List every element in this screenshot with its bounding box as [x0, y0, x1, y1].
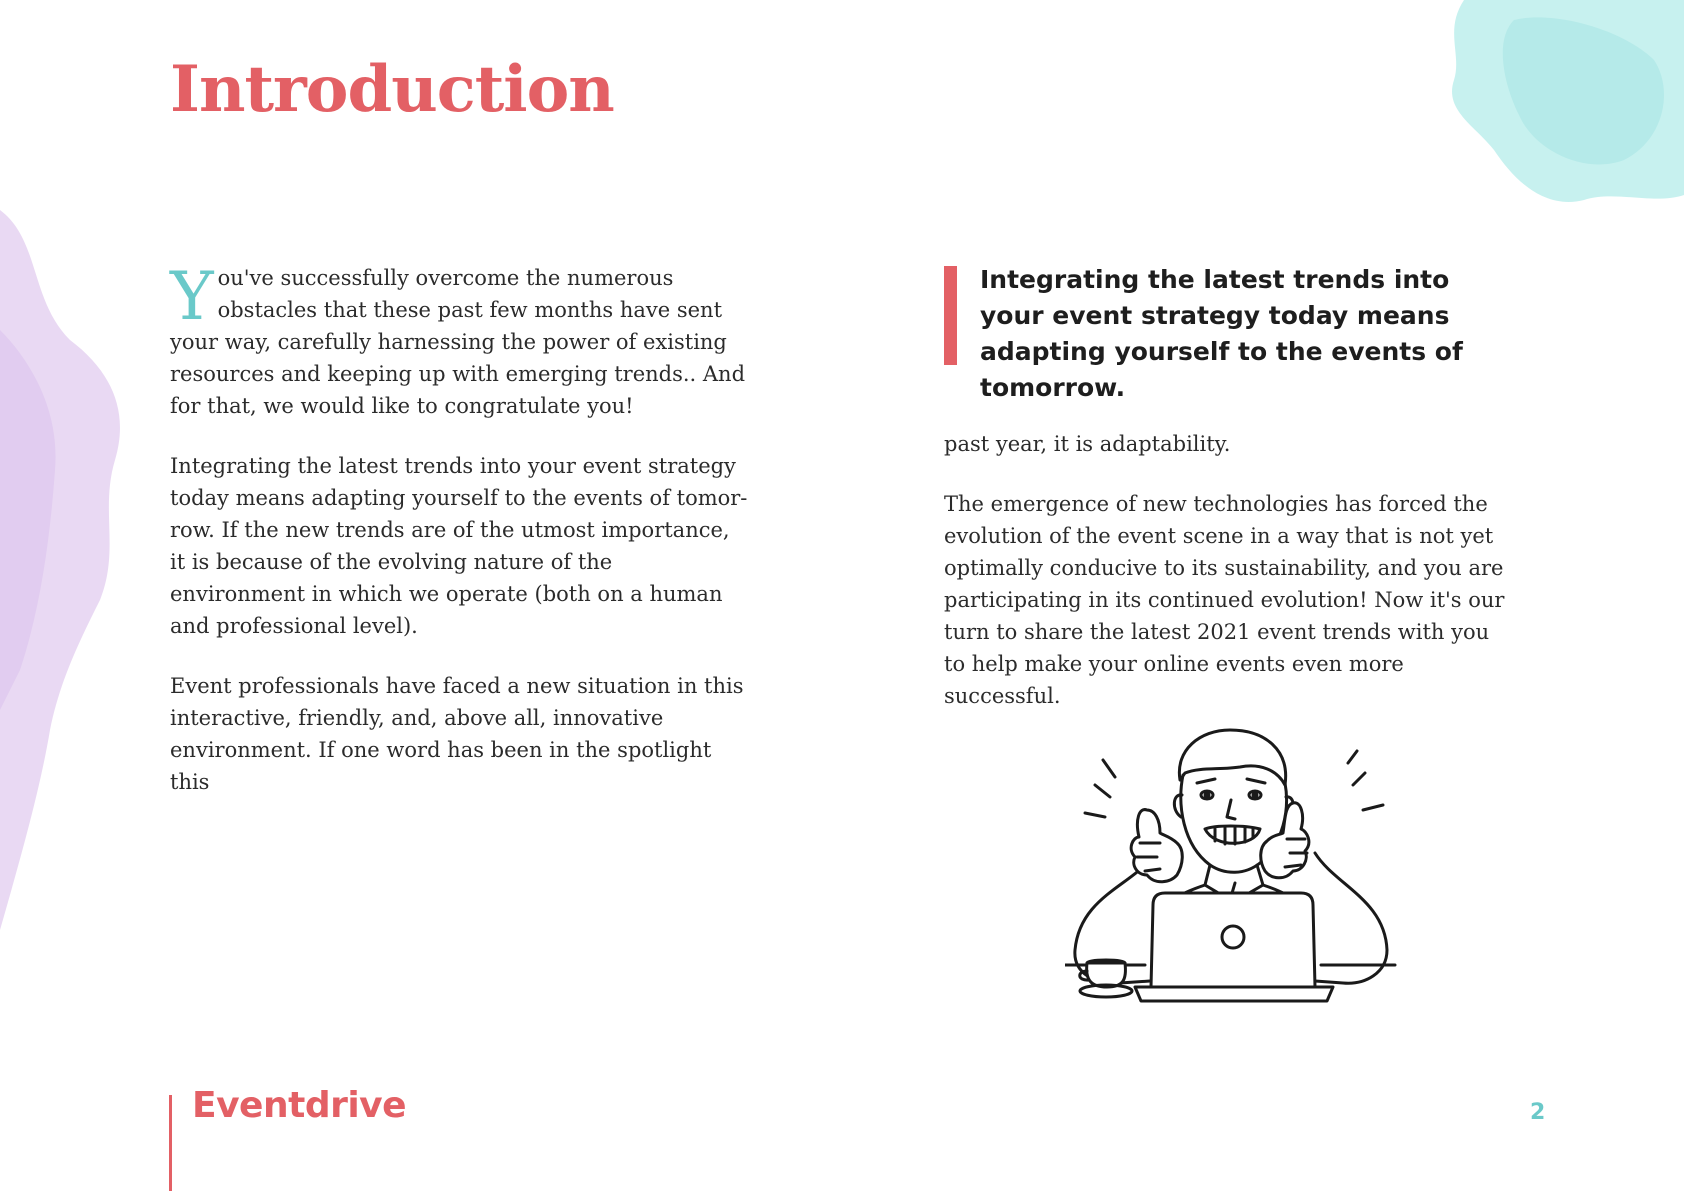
teal-watercolor-blob	[1424, 0, 1684, 210]
continued-paragraph: past year, it is adaptability.	[944, 432, 1231, 456]
thumbs-up-person-laptop-illustration	[1065, 725, 1405, 1070]
intro-paragraph-2: Integrating the latest trends into your event strategy today means adapting yourself to the events of tomor-row. If the new trends are of the utmost importance, it is because of the evolving nature of the environment in which we operate (both on a human and professional level).	[170, 454, 748, 638]
purple-watercolor-blob	[0, 210, 150, 930]
eventdrive-logo: Eventdrive	[192, 1085, 407, 1126]
intro-paragraph-3: Event professionals have faced a new situation in this interactive, friendly, and, above all, innovative environment. If one word has been in the spotlight this	[170, 674, 744, 794]
footer-accent-rule	[169, 1095, 172, 1191]
intro-paragraph-1	[170, 258, 750, 422]
page-number: 2	[1530, 1100, 1546, 1125]
right-column	[944, 262, 1514, 740]
drop-cap: Y	[170, 258, 214, 335]
page-title: Introduction	[170, 52, 614, 127]
left-column	[170, 258, 750, 826]
pull-quote-bar	[944, 266, 957, 365]
technology-paragraph: The emergence of new technologies has forced the evolution of the event scene in a way that is not yet optimally conducive to its sustainability, and you are participating in its continued evolution! Now it's our turn to share the latest 2021 event trends with you to help make your online events even more successful.	[944, 492, 1505, 708]
pull-quote	[944, 262, 1514, 406]
intro-paragraph-1-text: ou've successfully overcome the numerous obstacles that these past few months have sent your way, carefully harnessing the power of existing resources and keeping up with emerging trends.. And for that, we would like to congratulate you!	[170, 266, 746, 418]
pull-quote-text: Integrating the latest trends into your event strategy today means adapting yourself to the events of tomorrow.	[980, 265, 1463, 402]
